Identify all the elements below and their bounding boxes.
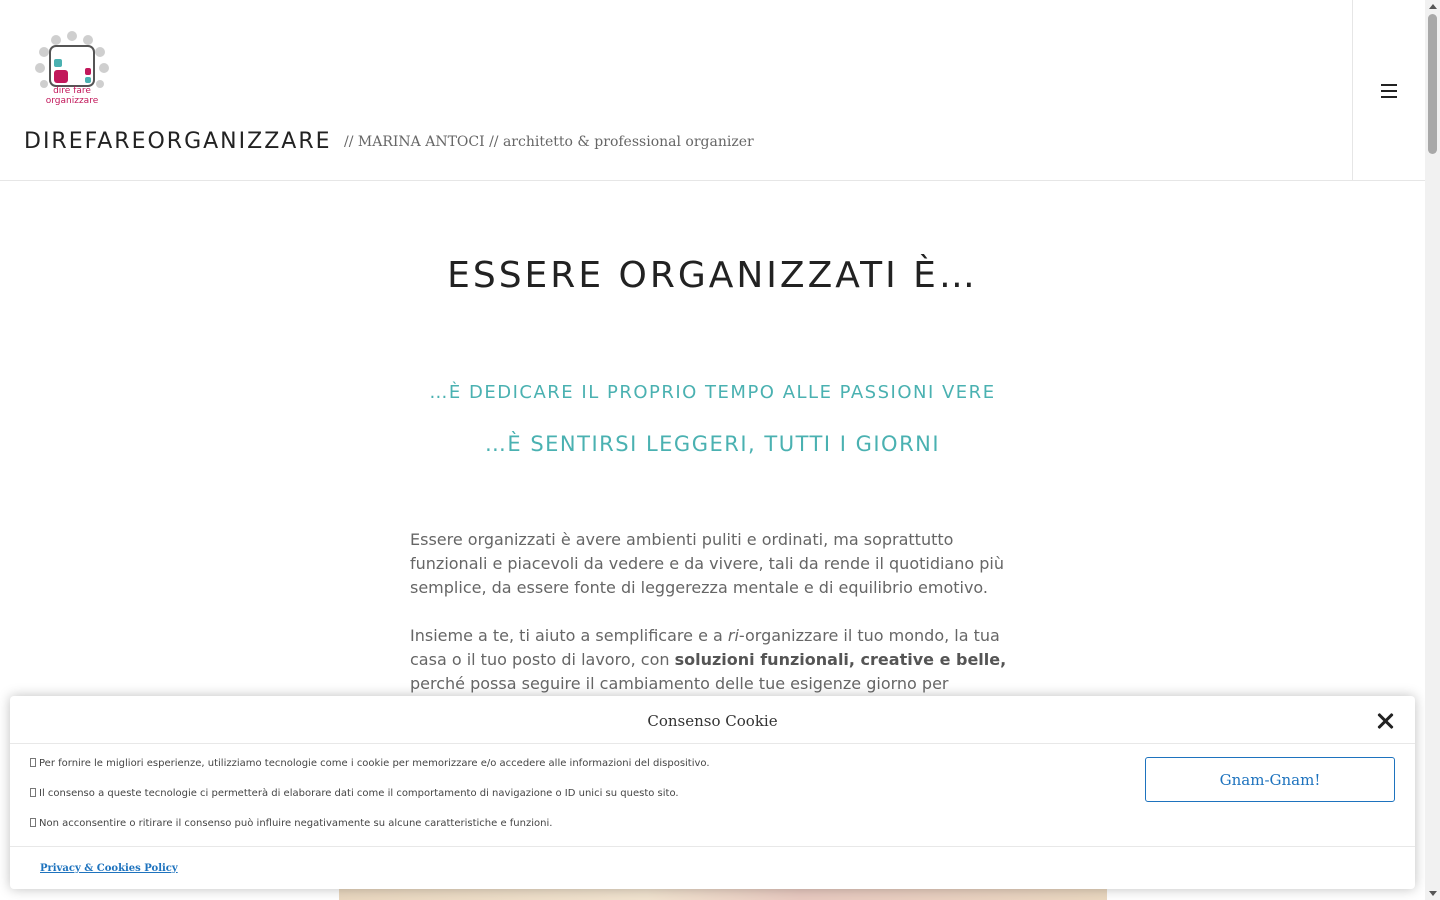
cookie-footer: [10, 846, 1415, 889]
bullet-icon: [30, 788, 36, 797]
site-name[interactable]: DIREFAREORGANIZZARE: [24, 129, 332, 154]
menu-toggle-button[interactable]: [1352, 0, 1425, 181]
scrollbar-thumb[interactable]: [1428, 14, 1437, 154]
cookie-text-line: Non acconsentire o ritirare il consenso può influire negativamente su alcune caratteristiche e funzioni.: [30, 818, 552, 829]
intro-paragraph: Essere organizzati è avere ambienti puliti e ordinati, ma soprattutto funzionali e piacevoli da vedere e da vivere, tali da rende il quotidiano più semplice, da essere fonte di leggerezza mentale e di equilibrio emotivo.: [410, 530, 1004, 597]
logo-text-top: dire fare: [53, 86, 91, 96]
subheading-passions: …È DEDICARE IL PROPRIO TEMPO ALLE PASSIONI VERE: [429, 382, 996, 403]
hamburger-icon: [1381, 84, 1397, 98]
bullet-icon: [30, 818, 36, 827]
bullet-icon: [30, 758, 36, 767]
cookie-title: Consenso Cookie: [647, 712, 778, 730]
scroll-up-icon[interactable]: [1429, 4, 1437, 9]
logo-text-bottom: organizzare: [45, 96, 99, 106]
cookie-consent-banner: [10, 696, 1415, 889]
cookie-text-line: Il consenso a queste tecnologie ci permetterà di elaborare dati come il comportamento di navigazione o ID unici su questo sito.: [30, 788, 679, 799]
cookie-header: [10, 696, 1415, 744]
subheading-lightness: …È SENTIRSI LEGGERI, TUTTI I GIORNI: [484, 432, 941, 456]
site-header: [0, 0, 1425, 181]
site-logo[interactable]: [30, 28, 114, 112]
services-paragraph: Insieme a te, ti aiuto a semplificare e a ri-organizzare il tuo mondo, la tua casa o il tuo posto di lavoro, con soluzioni funzionali, creative e belle, perché possa seguire il cambiamento delle tue esigenze giorno per: [410, 626, 1007, 693]
page-title: ESSERE ORGANIZZATI È…: [447, 255, 978, 296]
scroll-down-icon[interactable]: [1429, 891, 1437, 896]
accept-cookies-button[interactable]: Gnam-Gnam!: [1145, 757, 1395, 802]
privacy-policy-link[interactable]: Privacy & Cookies Policy: [40, 863, 178, 874]
page-scrollbar[interactable]: [1425, 0, 1440, 900]
close-icon[interactable]: [1375, 711, 1395, 731]
site-tagline: // MARINA ANTOCI // architetto & professional organizer: [344, 134, 754, 150]
cookie-text-line: Per fornire le migliori esperienze, utilizziamo tecnologie come i cookie per memorizzare e/o accedere alle informazioni del dispositivo.: [30, 758, 710, 769]
